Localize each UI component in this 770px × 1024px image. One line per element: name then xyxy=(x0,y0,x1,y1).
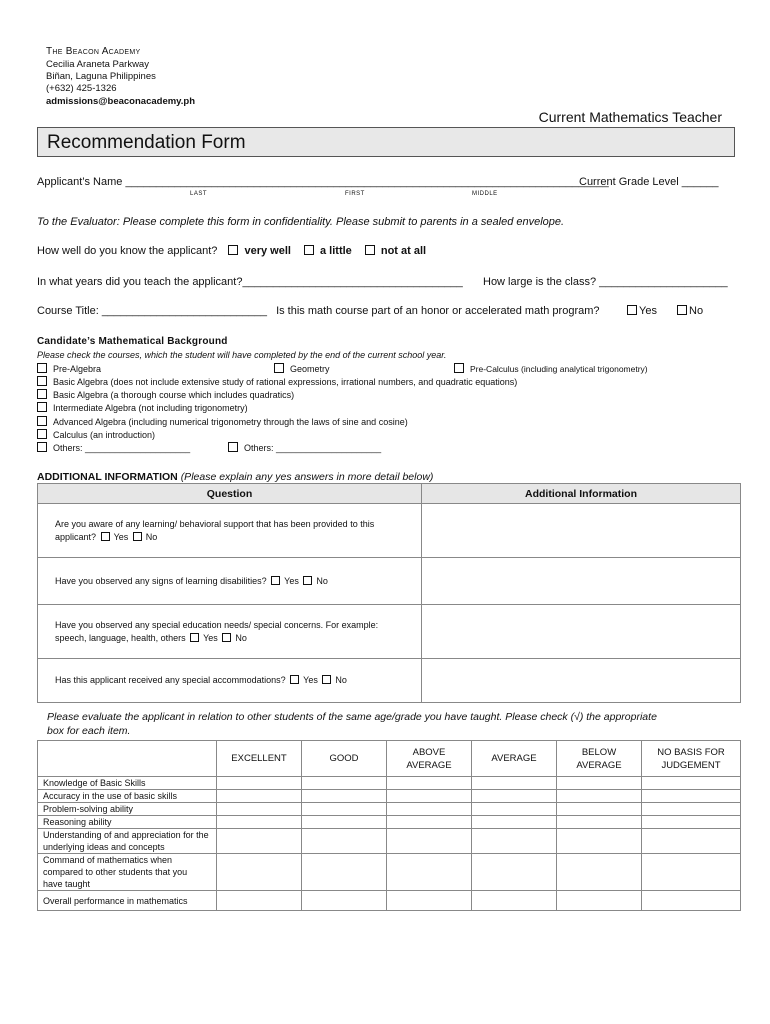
not-at-all-checkbox[interactable] xyxy=(365,245,375,255)
col-good: GOOD xyxy=(302,741,387,777)
honor-yes-checkbox[interactable] xyxy=(627,305,637,315)
no-checkbox[interactable] xyxy=(322,675,331,684)
course-item xyxy=(37,402,248,413)
rating-cell[interactable] xyxy=(387,790,472,803)
no-label: No xyxy=(316,575,328,586)
rating-cell[interactable] xyxy=(472,816,557,829)
applicant-name-label: Applicant’s Name xyxy=(37,176,123,188)
pre-calculus-label: Pre-Calculus (including analytical trigonometry) xyxy=(470,364,648,374)
rating-cell[interactable] xyxy=(642,816,741,829)
honor-question: Is this math course part of an honor or accelerated math program? xyxy=(276,305,600,317)
course-item xyxy=(37,389,294,400)
course-checkbox[interactable] xyxy=(37,376,47,386)
rating-cell[interactable] xyxy=(472,803,557,816)
evaluation-instruction-2: box for each item. xyxy=(47,725,131,737)
rating-cell[interactable] xyxy=(217,854,302,891)
rating-cell[interactable] xyxy=(557,816,642,829)
not-at-all-label: not at all xyxy=(380,245,427,257)
form-for: Current Mathematics Teacher xyxy=(538,109,722,125)
rating-cell[interactable] xyxy=(302,829,387,854)
rating-cell[interactable] xyxy=(472,891,557,911)
geometry-checkbox[interactable] xyxy=(274,363,284,373)
very-well-checkbox[interactable] xyxy=(228,245,238,255)
know-row xyxy=(37,245,426,257)
yes-label: Yes xyxy=(284,575,299,586)
rating-cell[interactable] xyxy=(557,891,642,911)
rating-cell[interactable] xyxy=(642,829,741,854)
rating-cell[interactable] xyxy=(217,816,302,829)
question-text: speech, language, health, others xyxy=(55,632,186,643)
info-cell[interactable] xyxy=(422,504,741,558)
col-excellent: EXCELLENT xyxy=(217,741,302,777)
rating-cell[interactable] xyxy=(557,854,642,891)
applicant-name-field[interactable]: _______________________________________________________________________________ xyxy=(125,176,609,188)
course-item xyxy=(37,429,155,440)
table-row xyxy=(38,777,741,790)
yes-label: Yes xyxy=(303,675,318,685)
yes-checkbox[interactable] xyxy=(271,576,280,585)
rating-cell[interactable] xyxy=(302,891,387,911)
item-label: Accuracy in the use of basic skills xyxy=(38,790,217,803)
class-size-field[interactable]: _____________________ xyxy=(599,276,728,288)
no-checkbox[interactable] xyxy=(222,633,231,642)
first-caption: FIRST xyxy=(345,191,365,197)
table-row xyxy=(38,790,741,803)
honor-no-label: No xyxy=(689,305,704,317)
grade-label: Current Grade Level xyxy=(579,176,679,188)
pre-algebra-label: Pre-Algebra xyxy=(53,364,102,374)
honor-yes xyxy=(627,305,657,317)
course-label: Advanced Algebra (including numerical trigonometry through the laws of sine and cosine) xyxy=(53,417,408,427)
course-checkbox[interactable] xyxy=(37,429,47,439)
others-1-field[interactable]: Others: _____________________ xyxy=(53,443,191,453)
rating-cell[interactable] xyxy=(217,829,302,854)
rating-cell[interactable] xyxy=(217,803,302,816)
question-cell xyxy=(38,659,422,703)
others-2-checkbox[interactable] xyxy=(228,442,238,452)
course-pre-algebra xyxy=(37,363,101,374)
yes-label: Yes xyxy=(203,632,218,643)
rating-cell[interactable] xyxy=(472,777,557,790)
a-little-label: a little xyxy=(320,245,352,257)
yes-label: Yes xyxy=(113,531,129,542)
background-title: Candidate’s Mathematical Background xyxy=(37,336,228,347)
item-label: Understanding of and appreciation for the underlying ideas and concepts xyxy=(38,829,217,854)
rating-cell[interactable] xyxy=(217,790,302,803)
others-1-checkbox[interactable] xyxy=(37,442,47,452)
additional-note: (Please explain any yes answers in more detail below) xyxy=(180,471,434,483)
question-cell xyxy=(38,558,422,605)
rating-cell[interactable] xyxy=(302,854,387,891)
rating-cell[interactable] xyxy=(387,777,472,790)
no-checkbox[interactable] xyxy=(303,576,312,585)
honor-no xyxy=(677,305,703,317)
course-others-1 xyxy=(37,442,190,453)
years-row xyxy=(37,276,463,288)
table-row xyxy=(38,558,741,605)
honor-yes-label: Yes xyxy=(639,305,657,317)
course-item xyxy=(37,376,517,387)
table-row xyxy=(38,803,741,816)
table-row xyxy=(38,829,741,854)
address-city: Biñan, Laguna Philippines xyxy=(46,71,156,82)
rating-cell[interactable] xyxy=(387,816,472,829)
col-below-average: BELOW AVERAGE xyxy=(557,741,642,777)
grade-field[interactable]: ______ xyxy=(681,176,719,188)
rating-cell[interactable] xyxy=(387,854,472,891)
school-name: The Beacon Academy xyxy=(46,46,141,57)
no-label: No xyxy=(235,632,247,643)
no-label: No xyxy=(335,675,347,685)
table-row xyxy=(38,854,741,891)
rating-cell[interactable] xyxy=(557,790,642,803)
course-label: Basic Algebra (a thorough course which includes quadratics) xyxy=(53,390,295,400)
item-label: Knowledge of Basic Skills xyxy=(38,777,217,790)
know-question: How well do you know the applicant? xyxy=(37,245,218,257)
applicant-name-row xyxy=(37,176,609,188)
col-info-header: Additional Information xyxy=(422,484,741,504)
address-street: Cecilia Araneta Parkway xyxy=(46,59,149,70)
no-label: No xyxy=(145,531,158,542)
question-text: Have you observed any signs of learning disabilities? xyxy=(55,575,267,586)
col-above-average: ABOVE AVERAGE xyxy=(387,741,472,777)
rating-cell[interactable] xyxy=(472,854,557,891)
geometry-label: Geometry xyxy=(290,364,330,374)
email: admissions@beaconacademy.ph xyxy=(46,96,195,107)
rating-table xyxy=(37,740,741,911)
course-others-2 xyxy=(228,442,381,453)
honor-no-checkbox[interactable] xyxy=(677,305,687,315)
pre-algebra-checkbox[interactable] xyxy=(37,363,47,373)
rating-cell[interactable] xyxy=(557,829,642,854)
rating-cell[interactable] xyxy=(217,777,302,790)
yes-checkbox[interactable] xyxy=(101,532,110,541)
background-subtitle: Please check the courses, which the student will have completed by the end of the current school year. xyxy=(37,350,447,360)
course-label: Basic Algebra (does not include extensive study of rational expressions, irrational numbers, and quadratic equations) xyxy=(53,377,518,387)
grade-row xyxy=(579,176,718,188)
question-cell xyxy=(38,504,422,558)
item-label: Overall performance in mathematics xyxy=(38,891,217,911)
question-text: Are you aware of any learning/ behavioral support that has been provided to this xyxy=(55,518,375,529)
phone: (+632) 425-1326 xyxy=(46,83,117,94)
col-average: AVERAGE xyxy=(472,741,557,777)
rating-cell[interactable] xyxy=(642,854,741,891)
others-2-field[interactable]: Others: _____________________ xyxy=(244,443,382,453)
course-checkbox[interactable] xyxy=(37,389,47,399)
question-text: Have you observed any special education needs/ special concerns. For example: xyxy=(55,619,379,630)
col-no-basis: NO BASIS FOR JUDGEMENT xyxy=(642,741,741,777)
table-row xyxy=(38,504,741,558)
table-row xyxy=(38,891,741,911)
course-geometry xyxy=(274,363,330,374)
item-label: Problem-solving ability xyxy=(38,803,217,816)
info-cell[interactable] xyxy=(422,558,741,605)
question-text: Has this applicant received any special accommodations? xyxy=(55,675,286,685)
evaluation-instruction-1: Please evaluate the applicant in relation to other students of the same age/grade you have taught. Please check (√) the appropriate xyxy=(47,711,657,723)
yes-checkbox[interactable] xyxy=(190,633,199,642)
rating-cell[interactable] xyxy=(557,803,642,816)
class-size-row xyxy=(483,276,728,288)
additional-table xyxy=(37,483,741,703)
rating-cell[interactable] xyxy=(387,829,472,854)
blank-header xyxy=(38,741,217,777)
col-question-header: Question xyxy=(38,484,422,504)
rating-cell[interactable] xyxy=(302,803,387,816)
rating-cell[interactable] xyxy=(642,803,741,816)
title-box xyxy=(37,127,735,157)
info-cell[interactable] xyxy=(422,659,741,703)
rating-cell[interactable] xyxy=(387,803,472,816)
page-title: Recommendation Form xyxy=(47,132,246,153)
rating-cell[interactable] xyxy=(642,891,741,911)
rating-cell[interactable] xyxy=(472,790,557,803)
course-item xyxy=(37,416,408,427)
course-row xyxy=(37,305,600,317)
rating-cell[interactable] xyxy=(642,777,741,790)
table-row xyxy=(38,605,741,659)
last-caption: LAST xyxy=(190,191,208,197)
class-size-label: How large is the class? xyxy=(483,276,597,288)
course-label: Calculus (an introduction) xyxy=(53,430,156,440)
very-well-label: very well xyxy=(244,245,291,257)
item-label: Reasoning ability xyxy=(38,816,217,829)
rating-cell[interactable] xyxy=(302,790,387,803)
rating-cell[interactable] xyxy=(387,891,472,911)
rating-cell[interactable] xyxy=(472,829,557,854)
question-cell xyxy=(38,605,422,659)
course-title-label: Course Title: xyxy=(37,305,99,317)
course-label: Intermediate Algebra (not including trigonometry) xyxy=(53,403,248,413)
course-title-field[interactable]: ___________________________ xyxy=(101,305,267,317)
rating-cell[interactable] xyxy=(217,891,302,911)
course-pre-calculus xyxy=(454,363,648,374)
additional-title: ADDITIONAL INFORMATION xyxy=(37,471,178,483)
course-checkbox[interactable] xyxy=(37,416,47,426)
rating-cell[interactable] xyxy=(302,777,387,790)
table-row xyxy=(38,659,741,703)
years-label: In what years did you teach the applicant? xyxy=(37,276,243,288)
instructions: To the Evaluator: Please complete this form in confidentiality. Please submit to parents in a sealed envelope. xyxy=(37,216,565,228)
no-checkbox[interactable] xyxy=(133,532,142,541)
rating-cell[interactable] xyxy=(302,816,387,829)
rating-cell[interactable] xyxy=(642,790,741,803)
question-text: applicant? xyxy=(55,531,97,542)
a-little-checkbox[interactable] xyxy=(304,245,314,255)
yes-checkbox[interactable] xyxy=(290,675,299,684)
rating-cell[interactable] xyxy=(557,777,642,790)
middle-caption: MIDDLE xyxy=(472,191,498,197)
info-cell[interactable] xyxy=(422,605,741,659)
pre-calculus-checkbox[interactable] xyxy=(454,363,464,373)
course-checkbox[interactable] xyxy=(37,402,47,412)
item-label: Command of mathematics when compared to other students that you have taught xyxy=(38,854,217,891)
additional-heading xyxy=(37,471,433,483)
years-field[interactable]: ____________________________________ xyxy=(242,276,463,288)
table-row xyxy=(38,816,741,829)
